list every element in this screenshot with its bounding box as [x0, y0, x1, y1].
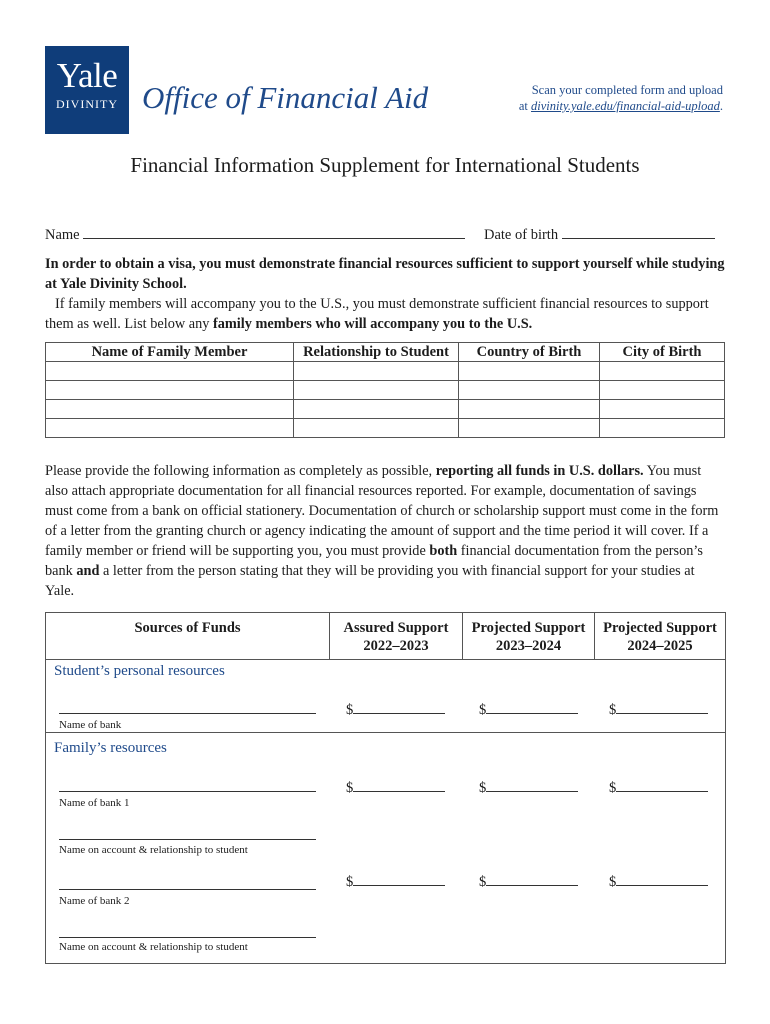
- amount-input-line[interactable]: [486, 777, 578, 792]
- amount-input-line[interactable]: [616, 777, 708, 792]
- family-table-header: [46, 343, 725, 362]
- dollar-sign: $: [346, 702, 354, 718]
- header-divider: [46, 659, 725, 660]
- amount-field-2022[interactable]: [346, 699, 445, 719]
- bank-name-input[interactable]: [59, 699, 316, 714]
- upload-suffix: .: [719, 99, 723, 113]
- amount-field-2024[interactable]: [609, 777, 708, 797]
- name-of-bank2-label: Name of bank 2: [59, 895, 130, 907]
- amount-field-2023[interactable]: [479, 699, 578, 719]
- amount-input-line[interactable]: [616, 871, 708, 886]
- logo-yale-text: Yale: [56, 56, 118, 95]
- amount-field-2024[interactable]: [609, 699, 708, 719]
- instr-part-4: a letter from the person stating that they will be providing you with financial support for your studies at Yale.: [45, 563, 695, 599]
- section-family-resources: Family’s resources: [54, 740, 167, 756]
- logo-divinity-text: DIVINITY: [56, 97, 118, 111]
- visa-requirement-text: In order to obtain a visa, you must demonstrate financial resources sufficient to support yourself while studying at Yale Divinity School.: [45, 256, 725, 292]
- dollar-sign: $: [609, 702, 617, 718]
- office-title: Office of Financial Aid: [142, 80, 429, 115]
- dob-field[interactable]: [484, 224, 715, 244]
- table-cell[interactable]: [294, 362, 459, 381]
- amount-input-line[interactable]: [486, 871, 578, 886]
- section-divider: [46, 732, 725, 733]
- col-projected-2024-2025: [595, 619, 725, 655]
- table-cell[interactable]: [46, 400, 294, 419]
- instr-bold-and: and: [76, 563, 100, 579]
- account1-name-input[interactable]: [59, 825, 316, 840]
- amount-input-line[interactable]: [353, 699, 445, 714]
- dollar-sign: $: [346, 874, 354, 890]
- amount-field-2024[interactable]: [609, 871, 708, 891]
- col-relationship: Relationship to Student: [294, 343, 459, 362]
- upload-line-1: Scan your completed form and upload: [531, 83, 723, 97]
- col-sources-of-funds: Sources of Funds: [134, 620, 241, 636]
- dollar-sign: $: [609, 874, 617, 890]
- dollar-sign: $: [609, 780, 617, 796]
- table-row: [46, 381, 725, 400]
- table-row: [46, 419, 725, 438]
- dob-input-line[interactable]: [562, 224, 715, 239]
- amount-field-2023[interactable]: [479, 871, 578, 891]
- yale-divinity-logo: [45, 46, 129, 134]
- table-row: [46, 400, 725, 419]
- amount-field-2022[interactable]: [346, 871, 445, 891]
- name-field[interactable]: [45, 224, 465, 244]
- section-student-resources: Student’s personal resources: [54, 663, 225, 679]
- table-cell[interactable]: [600, 400, 725, 419]
- family-members-text: [45, 294, 725, 334]
- amount-input-line[interactable]: [486, 699, 578, 714]
- col-name-of-family-member: Name of Family Member: [46, 343, 294, 362]
- instr-part-2: You must also attach appropriate documentation for all financial resources reported. For example, documentation of savings must come from a bank on official stationery. Documentation of church or scholarship support must come in the form of a letter from the granting church or agency indicating the amount of support and the time period it will cover. If a family member or friend will be supporting you, you must provide: [45, 463, 719, 559]
- table-cell[interactable]: [459, 381, 600, 400]
- page-title: Financial Information Supplement for International Students: [130, 153, 640, 177]
- table-cell[interactable]: [459, 362, 600, 381]
- funds-instructions: [45, 461, 725, 601]
- instr-bold-both: both: [429, 543, 458, 559]
- family-members-text-part: If family members will accompany you to the U.S., you must demonstrate sufficient financial resources to support them as well. List below any: [45, 296, 709, 332]
- table-cell[interactable]: [600, 381, 725, 400]
- dollar-sign: $: [346, 780, 354, 796]
- table-cell[interactable]: [294, 419, 459, 438]
- name-label: Name: [45, 227, 80, 243]
- col-assured-year: 2022–2023: [363, 638, 429, 654]
- col-country-of-birth: Country of Birth: [459, 343, 600, 362]
- amount-field-2022[interactable]: [346, 777, 445, 797]
- amount-field-2023[interactable]: [479, 777, 578, 797]
- dollar-sign: $: [479, 780, 487, 796]
- table-cell[interactable]: [600, 419, 725, 438]
- sources-of-funds-table: [45, 612, 726, 964]
- upload-link[interactable]: divinity.yale.edu/financial-aid-upload: [531, 99, 720, 113]
- table-cell[interactable]: [46, 381, 294, 400]
- bank2-name-input[interactable]: [59, 875, 316, 890]
- instr-bold-usd: reporting all funds in U.S. dollars.: [435, 463, 644, 479]
- col-projected-2023-2024: [463, 619, 594, 655]
- col-assured-2022-2023: [330, 619, 462, 655]
- col-projected-label: Projected Support: [603, 620, 717, 636]
- upload-line-2: [519, 98, 723, 114]
- table-cell[interactable]: [46, 362, 294, 381]
- table-cell[interactable]: [600, 362, 725, 381]
- table-cell[interactable]: [294, 381, 459, 400]
- upload-prefix: at: [518, 99, 532, 113]
- family-members-table: [45, 342, 725, 438]
- amount-input-line[interactable]: [353, 871, 445, 886]
- account2-name-input[interactable]: [59, 923, 316, 938]
- col-city-of-birth: City of Birth: [600, 343, 725, 362]
- col-assured-label: Assured Support: [343, 620, 449, 636]
- instr-part-3: financial documentation from the person’s bank: [45, 543, 703, 579]
- amount-input-line[interactable]: [616, 699, 708, 714]
- name-input-line[interactable]: [83, 224, 465, 239]
- amount-input-line[interactable]: [353, 777, 445, 792]
- col-projected-year: 2024–2025: [627, 638, 693, 654]
- table-cell[interactable]: [459, 419, 600, 438]
- name-on-account-label: Name on account & relationship to student: [59, 844, 248, 856]
- col-projected-year: 2023–2024: [495, 638, 562, 654]
- family-members-text-bold: family members who will accompany you to the U.S.: [212, 316, 533, 332]
- instr-part-1: Please provide the following information as completely as possible,: [45, 463, 436, 479]
- upload-instructions: [519, 82, 723, 114]
- table-row: [46, 362, 725, 381]
- table-cell[interactable]: [459, 400, 600, 419]
- name-of-bank-label: Name of bank: [59, 719, 122, 731]
- col-projected-label: Projected Support: [471, 620, 586, 636]
- name-of-bank1-label: Name of bank 1: [59, 797, 130, 809]
- table-cell[interactable]: [46, 419, 294, 438]
- dob-label: Date of birth: [484, 227, 559, 243]
- bank1-name-input[interactable]: [59, 777, 316, 792]
- dollar-sign: $: [479, 874, 487, 890]
- table-cell[interactable]: [294, 400, 459, 419]
- dollar-sign: $: [479, 702, 487, 718]
- name-on-account-label: Name on account & relationship to student: [59, 941, 248, 953]
